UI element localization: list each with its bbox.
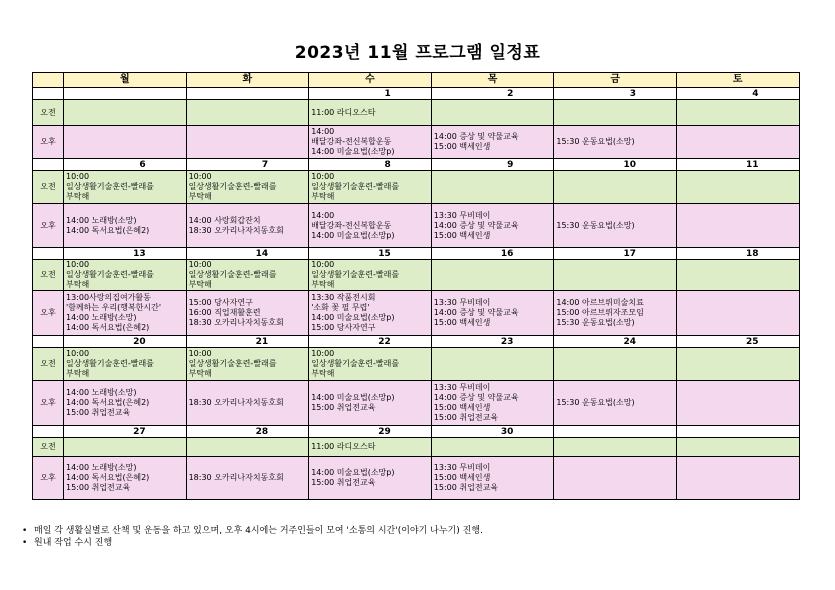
program-entry: 15:30 운동요법(소망) xyxy=(556,398,635,407)
program-cell xyxy=(186,381,309,426)
program-entry: 18:30 오카리나자치동호회 xyxy=(188,225,284,235)
program-entry: 14:00 노래방(소망) xyxy=(66,215,137,225)
pm-label: 오후 xyxy=(33,381,64,426)
program-cell xyxy=(431,381,554,426)
date-label-cell xyxy=(33,248,64,260)
program-entry: 일상생활기술훈련-빨래를 xyxy=(311,270,400,279)
program-cell xyxy=(309,171,432,204)
date-cell xyxy=(554,426,677,438)
program-cell xyxy=(431,457,554,500)
program-entry: 14:00 증상 및 약물교육 xyxy=(433,308,519,317)
date-cell: 6 xyxy=(64,159,187,171)
program-cell xyxy=(186,291,309,336)
program-entry: 14:00 독서요법(은혜2) xyxy=(66,398,150,407)
date-cell xyxy=(64,88,187,100)
pm-row xyxy=(33,126,800,159)
date-label-cell xyxy=(33,336,64,348)
program-cell xyxy=(309,457,432,500)
program-cell xyxy=(64,260,187,291)
program-entry: 10:00 xyxy=(66,260,90,269)
program-cell xyxy=(431,438,554,457)
program-entry: 15:00 당사자연구 xyxy=(188,298,253,307)
program-cell xyxy=(431,260,554,291)
program-cell xyxy=(676,260,799,291)
program-entry: 13:00사랑의집여가활동 xyxy=(66,293,151,302)
program-entry: '소화 꽃 필 무렵' xyxy=(311,303,370,312)
program-cell xyxy=(64,457,187,500)
program-entry: 15:00 당사자연구 xyxy=(311,323,376,332)
program-entry: 11:00 라디오스타 xyxy=(311,107,376,117)
program-entry: 15:00 취업전교육 xyxy=(433,413,499,422)
program-cell xyxy=(309,348,432,381)
day-header: 화 xyxy=(186,73,309,88)
program-entry: 15:00 아르브뤼자조모임 xyxy=(556,308,644,317)
program-cell xyxy=(676,100,799,126)
page-title: 2023년 11월 프로그램 일정표 xyxy=(294,43,541,63)
am-label: 오전 xyxy=(33,171,64,204)
program-cell xyxy=(431,291,554,336)
day-header: 목 xyxy=(431,73,554,88)
program-cell xyxy=(309,260,432,291)
program-entry: 14:00 사랑회갑잔치 xyxy=(188,215,261,225)
program-entry: 14:00 독서요법(은혜2) xyxy=(66,323,150,332)
program-cell xyxy=(554,381,677,426)
date-row xyxy=(33,248,800,260)
program-entry: 15:00 백세인생 xyxy=(433,318,491,327)
program-cell xyxy=(64,126,187,159)
program-cell xyxy=(186,457,309,500)
program-cell xyxy=(309,126,432,159)
program-cell xyxy=(309,381,432,426)
program-cell xyxy=(186,260,309,291)
date-cell: 23 xyxy=(431,336,554,348)
program-entry: 10:00 xyxy=(66,172,90,181)
program-entry: 일상생활기술훈련-빨래를 xyxy=(311,359,400,368)
program-cell xyxy=(676,348,799,381)
program-entry: 14:00 독서요법(은혜2) xyxy=(66,473,150,482)
program-cell xyxy=(554,457,677,500)
program-entry: 11:00 라디오스타 xyxy=(311,442,376,451)
program-entry: 일상생활기술훈련-빨래를 xyxy=(188,359,277,368)
program-cell xyxy=(554,126,677,159)
date-cell: 29 xyxy=(309,426,432,438)
program-cell xyxy=(431,348,554,381)
date-cell: 30 xyxy=(431,426,554,438)
pm-row xyxy=(33,457,800,500)
program-entry: 14:00 노래방(소망) xyxy=(66,313,137,322)
program-entry: 15:00 취업전교육 xyxy=(66,408,131,417)
date-cell: 11 xyxy=(676,159,799,171)
program-cell xyxy=(554,100,677,126)
date-cell: 27 xyxy=(64,426,187,438)
program-entry: 부탁해 xyxy=(66,280,90,289)
am-label: 오전 xyxy=(33,100,64,126)
date-label-cell xyxy=(33,88,64,100)
program-entry: 13:30 무비데이 xyxy=(433,210,491,220)
date-cell: 25 xyxy=(676,336,799,348)
program-entry: 18:30 오카리나자치동호회 xyxy=(188,318,284,327)
program-cell xyxy=(431,100,554,126)
program-entry: 15:00 백세인생 xyxy=(433,473,491,482)
program-entry: 14:00 노래방(소망) xyxy=(66,388,137,397)
program-entry: 일상생활기술훈련-빨래를 xyxy=(66,270,154,279)
program-cell xyxy=(676,171,799,204)
program-cell xyxy=(431,171,554,204)
am-row xyxy=(33,171,800,204)
day-header: 월 xyxy=(64,73,187,88)
program-entry: 일상생활기술훈련-빨래를 xyxy=(188,270,277,279)
program-entry: 14:00 미술요법(소망p) xyxy=(311,147,395,156)
date-row xyxy=(33,159,800,171)
program-entry: 15:30 운동요법(소망) xyxy=(556,220,635,230)
date-row xyxy=(33,88,800,100)
program-entry: 10:00 xyxy=(188,260,212,269)
note-item: • 매일 각 생활실별로 산책 및 운동을 하고 있으며, 오후 4시에는 거주인들이 모여 '소통의 시간'(이야기 나누기) 진행. xyxy=(22,526,483,536)
schedule-table xyxy=(32,72,800,500)
program-cell xyxy=(186,438,309,457)
program-entry: 부탁해 xyxy=(311,369,335,378)
program-entry: 부탁해 xyxy=(311,280,335,289)
program-entry: 14:00 아르브뤼미술치료 xyxy=(556,298,644,307)
date-cell: 10 xyxy=(554,159,677,171)
date-cell: 9 xyxy=(431,159,554,171)
program-cell xyxy=(309,204,432,248)
pm-label: 오후 xyxy=(33,457,64,500)
am-label: 오전 xyxy=(33,438,64,457)
program-entry: 14:00 xyxy=(311,127,335,136)
date-cell: 20 xyxy=(64,336,187,348)
program-entry: 14:00 증상 및 약물교육 xyxy=(433,393,519,402)
program-entry: 15:00 취업전교육 xyxy=(66,483,131,492)
program-cell xyxy=(186,100,309,126)
program-entry: 18:30 오카리나자치동호회 xyxy=(188,473,284,482)
program-entry: 부탁해 xyxy=(66,192,90,201)
program-entry: 15:00 백세인생 xyxy=(433,142,491,151)
date-label-cell xyxy=(33,159,64,171)
program-cell xyxy=(64,348,187,381)
day-header-row xyxy=(33,73,800,88)
program-cell xyxy=(676,438,799,457)
date-cell: 13 xyxy=(64,248,187,260)
program-entry: 14:00 미술요법(소망p) xyxy=(311,230,395,240)
program-cell xyxy=(186,171,309,204)
day-header: 토 xyxy=(676,73,799,88)
date-cell: 17 xyxy=(554,248,677,260)
program-cell xyxy=(676,126,799,159)
program-cell xyxy=(554,348,677,381)
program-entry: 15:00 백세인생 xyxy=(433,230,491,240)
corner-cell xyxy=(33,73,64,88)
program-entry: 14:00 미술요법(소망p) xyxy=(311,468,395,477)
program-cell xyxy=(676,204,799,248)
program-entry: 부탁해 xyxy=(66,369,90,378)
program-cell xyxy=(431,126,554,159)
pm-row xyxy=(33,204,800,248)
pm-label: 오후 xyxy=(33,291,64,336)
program-entry: 15:00 취업전교육 xyxy=(311,403,376,412)
date-cell: 8 xyxy=(309,159,432,171)
program-cell xyxy=(554,171,677,204)
program-entry: 10:00 xyxy=(311,349,335,358)
date-cell: 16 xyxy=(431,248,554,260)
program-entry: 15:30 운동요법(소망) xyxy=(556,137,635,146)
program-entry: 배달강좌-전신복합운동 xyxy=(311,137,392,146)
program-cell xyxy=(554,260,677,291)
program-cell xyxy=(64,438,187,457)
note-item: • 원내 작업 수시 진행 xyxy=(22,538,113,548)
program-cell xyxy=(554,204,677,248)
am-row xyxy=(33,438,800,457)
date-cell: 24 xyxy=(554,336,677,348)
program-cell xyxy=(64,204,187,248)
date-label-cell xyxy=(33,426,64,438)
pm-row xyxy=(33,291,800,336)
program-cell xyxy=(554,438,677,457)
date-cell: 7 xyxy=(186,159,309,171)
am-label: 오전 xyxy=(33,260,64,291)
program-entry: 10:00 xyxy=(188,172,212,181)
date-cell: 28 xyxy=(186,426,309,438)
program-entry: 부탁해 xyxy=(188,369,212,378)
program-entry: 15:00 취업전교육 xyxy=(433,483,499,492)
program-entry: 13:30 무비데이 xyxy=(433,298,491,307)
program-cell xyxy=(676,381,799,426)
program-cell xyxy=(186,348,309,381)
program-entry: 18:30 오카리나자치동호회 xyxy=(188,398,284,407)
program-cell xyxy=(186,204,309,248)
program-entry: 10:00 xyxy=(311,172,335,181)
program-cell xyxy=(309,291,432,336)
program-entry: '함께하는 우리(행복한시간' xyxy=(66,303,162,312)
program-entry: 부탁해 xyxy=(311,192,335,201)
program-entry: 14:00 노래방(소망) xyxy=(66,463,137,472)
program-entry: 14:00 xyxy=(311,210,335,220)
program-entry: 10:00 xyxy=(311,260,335,269)
program-entry: 13:30 무비데이 xyxy=(433,463,491,472)
program-cell xyxy=(431,204,554,248)
program-entry: 일상생활기술훈련-빨래를 xyxy=(188,182,277,191)
program-cell xyxy=(64,100,187,126)
am-row xyxy=(33,100,800,126)
program-entry: 15:00 백세인생 xyxy=(433,403,491,412)
program-entry: 배달강좌-전신복합운동 xyxy=(311,220,392,230)
date-row xyxy=(33,336,800,348)
program-cell xyxy=(676,291,799,336)
program-entry: 14:00 독서요법(은혜2) xyxy=(66,225,150,235)
program-cell xyxy=(186,126,309,159)
program-entry: 14:00 미술요법(소망p) xyxy=(311,393,395,402)
date-cell: 22 xyxy=(309,336,432,348)
date-cell: 21 xyxy=(186,336,309,348)
date-cell: 1 xyxy=(309,88,432,100)
program-cell xyxy=(554,291,677,336)
date-cell: 18 xyxy=(676,248,799,260)
date-row xyxy=(33,426,800,438)
program-cell xyxy=(309,438,432,457)
date-cell: 3 xyxy=(554,88,677,100)
pm-label: 오후 xyxy=(33,126,64,159)
program-cell xyxy=(309,100,432,126)
date-cell xyxy=(676,426,799,438)
program-cell xyxy=(64,171,187,204)
program-entry: 13:30 무비데이 xyxy=(433,383,491,392)
am-row xyxy=(33,348,800,381)
pm-label: 오후 xyxy=(33,204,64,248)
am-label: 오전 xyxy=(33,348,64,381)
program-cell xyxy=(676,457,799,500)
program-entry: 13:30 작품전시회 xyxy=(311,293,376,302)
program-entry: 15:00 취업전교육 xyxy=(311,478,376,487)
program-entry: 10:00 xyxy=(66,349,90,358)
date-cell xyxy=(186,88,309,100)
date-cell: 4 xyxy=(676,88,799,100)
date-cell: 14 xyxy=(186,248,309,260)
program-entry: 부탁해 xyxy=(188,280,212,289)
program-entry: 일상생활기술훈련-빨래를 xyxy=(66,359,154,368)
day-header: 금 xyxy=(554,73,677,88)
program-entry: 부탁해 xyxy=(188,192,212,201)
program-entry: 일상생활기술훈련-빨래를 xyxy=(311,182,400,191)
pm-row xyxy=(33,381,800,426)
am-row xyxy=(33,260,800,291)
notes xyxy=(22,525,483,549)
program-entry: 14:00 미술요법(소망p) xyxy=(311,313,395,322)
program-entry: 10:00 xyxy=(188,349,212,358)
program-entry: 14:00 증상 및 약물교육 xyxy=(433,132,519,141)
date-cell: 15 xyxy=(309,248,432,260)
day-header: 수 xyxy=(309,73,432,88)
program-entry: 일상생활기술훈련-빨래를 xyxy=(66,182,154,191)
program-entry: 16:00 직업재활훈련 xyxy=(188,308,261,317)
program-cell xyxy=(64,291,187,336)
program-entry: 14:00 증상 및 약물교육 xyxy=(433,220,519,230)
program-entry: 15:30 운동요법(소망) xyxy=(556,318,635,327)
program-cell xyxy=(64,381,187,426)
date-cell: 2 xyxy=(431,88,554,100)
